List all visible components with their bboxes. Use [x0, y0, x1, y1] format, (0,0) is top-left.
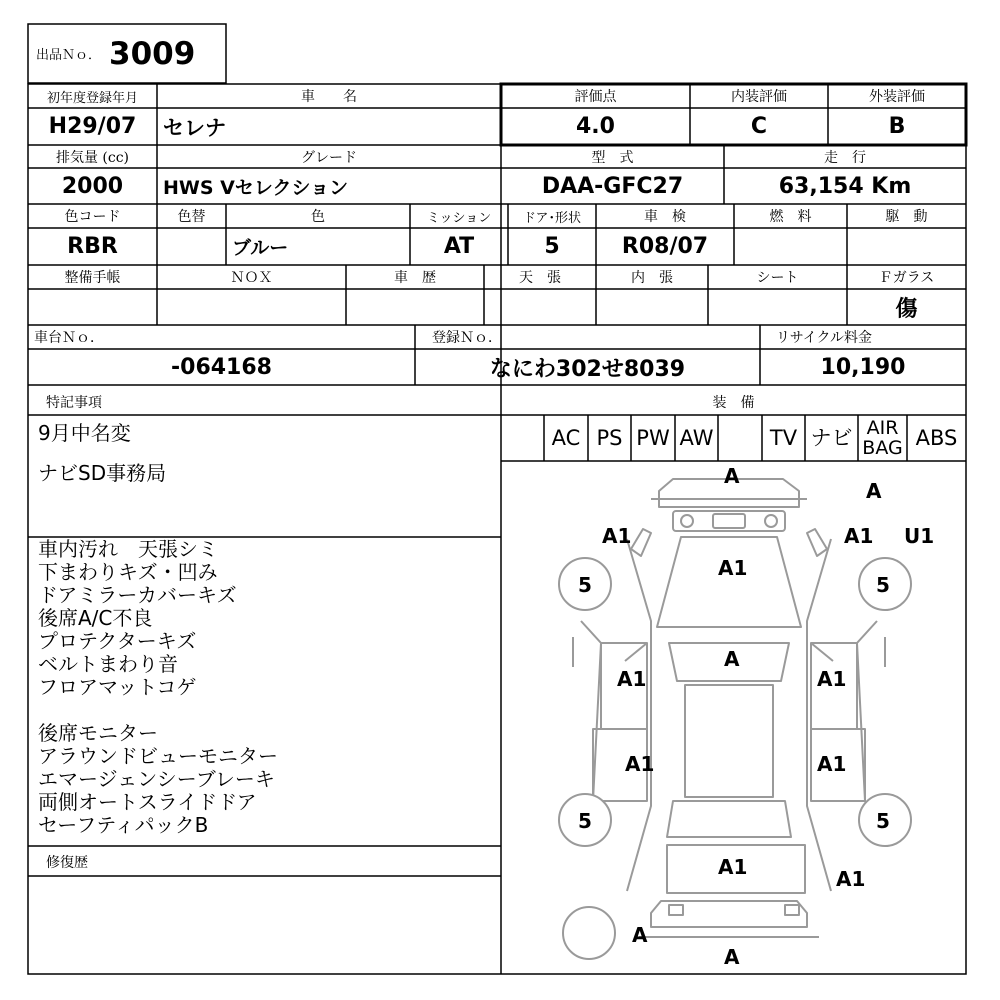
note-line: 後席A/C不良 [38, 606, 153, 630]
note-line: 後席モニター [38, 721, 158, 745]
mark-windshield-left: A1 [602, 524, 632, 548]
door-shape-label: ドア･形状 [522, 210, 582, 226]
equipment-item-navi: ナビ [810, 426, 853, 450]
note-line: エマージェンシーブレーキ [38, 767, 275, 791]
note-line: フロアマットコゲ [38, 675, 197, 699]
mark-left-rear-door: A1 [625, 752, 655, 776]
model-value: DAA-GFC27 [541, 173, 684, 199]
seat-label: シート [756, 270, 799, 286]
notes-top [38, 422, 166, 485]
car-damage-diagram [501, 461, 966, 974]
history-value [346, 289, 484, 325]
score-label: 評価点 [574, 89, 617, 105]
roof-label: 天 張 [519, 270, 561, 286]
mileage-label: 走 行 [824, 149, 866, 166]
mark-hood: A1 [718, 556, 748, 580]
hood-shape [657, 537, 801, 627]
mark-right-front-door: A1 [817, 667, 847, 691]
lot-number: 3009 [109, 35, 196, 72]
note-line [38, 699, 278, 722]
mark-tire-front-right: 5 [876, 573, 890, 597]
spare-tire-shape [563, 907, 615, 959]
chassis-label: 車台Ｎｏ． [34, 330, 104, 346]
grade-value: HWS Vセレクション [163, 176, 349, 199]
model-label: 型 式 [591, 149, 634, 166]
plate-value: なにわ302せ8039 [489, 356, 686, 382]
mileage-value: 63,154 Km [778, 173, 912, 199]
mark-rear-glass: A1 [718, 855, 748, 879]
f-glass-value: 傷 [895, 296, 918, 322]
exterior-score-label: 外装評価 [869, 89, 925, 105]
car-name-label: 車 名 [301, 89, 357, 105]
equipment-item-abs: ABS [915, 426, 958, 450]
note-line: ナビSD事務局 [38, 461, 167, 485]
equipment-item-pw: PW [636, 426, 670, 450]
note-line: プロテクターキズ [38, 629, 197, 653]
note-line: 9月中名変 [38, 421, 131, 445]
color-label: 色 [311, 209, 325, 225]
equipment-item-airbag: AIR BAG [862, 417, 903, 459]
history-label: 車 歴 [394, 270, 436, 286]
transmission-label: ミッション [426, 210, 492, 226]
fuel-value [734, 228, 847, 265]
car-name-value: セレナ [163, 115, 226, 140]
first-reg-label: 初年度登録年月 [46, 90, 138, 106]
service-book-value [28, 289, 157, 325]
displacement-value: 2000 [61, 173, 124, 199]
mark-front-bumper: A [724, 464, 740, 488]
notes-label: 特記事項 [46, 395, 102, 411]
color-change-value [157, 228, 226, 265]
mark-left-front-door: A1 [617, 667, 647, 691]
inspection-label: 車 検 [644, 209, 686, 225]
nox-label: ＮＯＸ [230, 270, 273, 286]
equipment-item-tv: TV [769, 426, 798, 450]
note-line: ドアミラーカバーキズ [38, 583, 237, 607]
recycle-value: 10,190 [820, 354, 906, 380]
drive-value [847, 228, 966, 265]
seat-value [708, 289, 847, 325]
notes-list [38, 538, 278, 837]
rear-window-shape [667, 801, 791, 837]
lot-label: 出品Ｎｏ． [36, 48, 102, 63]
chassis-value: -064168 [171, 354, 272, 380]
mark-u1: U1 [904, 524, 935, 548]
interior-lining-label: 内 張 [631, 270, 673, 286]
fuel-label: 燃 料 [769, 209, 812, 225]
f-glass-label: Ｆガラス [878, 270, 935, 286]
equipment-item-ps: PS [596, 426, 623, 450]
displacement-label: 排気量 (cc) [55, 149, 130, 166]
repair-history-label: 修復歴 [46, 855, 88, 871]
color-code-value: RBR [67, 234, 118, 259]
grade-label: グレード [301, 149, 357, 166]
color-value: ブルー [232, 237, 289, 259]
mark-roof: A [724, 647, 740, 671]
color-change-label: 色替 [177, 209, 206, 225]
interior-score-value: C [750, 114, 768, 139]
equipment-item-blank [501, 415, 544, 461]
mark-rear-right: A1 [836, 867, 866, 891]
score-value: 4.0 [576, 114, 615, 139]
lot-number-box [36, 24, 226, 83]
equipment-item-blank [718, 415, 762, 461]
left-mirror-shape [631, 529, 651, 556]
mark-tire-front-left: 5 [578, 573, 592, 597]
note-line: セーフティパックB [38, 813, 209, 837]
equipment-item-ac: AC [551, 426, 581, 450]
drive-label: 駆 動 [885, 209, 928, 225]
right-mirror-shape [807, 529, 827, 556]
note-line: アラウンドビューモニター [38, 744, 278, 768]
mark-tire-rear-right: 5 [876, 809, 890, 833]
inspection-value: R08/07 [621, 234, 709, 259]
first-reg-value: H29/07 [48, 114, 137, 139]
plate-label: 登録Ｎｏ． [432, 330, 502, 346]
service-book-label: 整備手帳 [64, 270, 121, 286]
mark-tire-rear-left: 5 [578, 809, 592, 833]
exterior-score-value: B [888, 114, 906, 139]
note-line: 両側オートスライドドア [38, 790, 257, 814]
mark-rear-bumper: A [724, 945, 740, 969]
mark-right-rear-door: A1 [817, 752, 847, 776]
roof-value [484, 289, 596, 325]
roof-shape [685, 685, 773, 797]
interior-lining-value [596, 289, 708, 325]
door-shape-value: 5 [544, 234, 560, 259]
recycle-label: リサイクル料金 [776, 330, 873, 346]
mark-windshield-right: A1 [844, 524, 874, 548]
transmission-value: AT [443, 234, 475, 259]
equipment-item-aw: AW [679, 426, 714, 450]
note-line: 下まわりキズ・凹み [38, 560, 218, 584]
mark-front-right-corner: A [866, 479, 882, 503]
mark-rear-left: A [632, 923, 648, 947]
nox-value [157, 289, 346, 325]
note-line: ベルトまわり音 [38, 652, 178, 676]
color-code-label: 色コード [64, 209, 121, 225]
interior-score-label: 内装評価 [731, 89, 787, 105]
note-line: 車内汚れ 天張シミ [38, 537, 218, 561]
equipment-label: 装 備 [712, 395, 755, 411]
